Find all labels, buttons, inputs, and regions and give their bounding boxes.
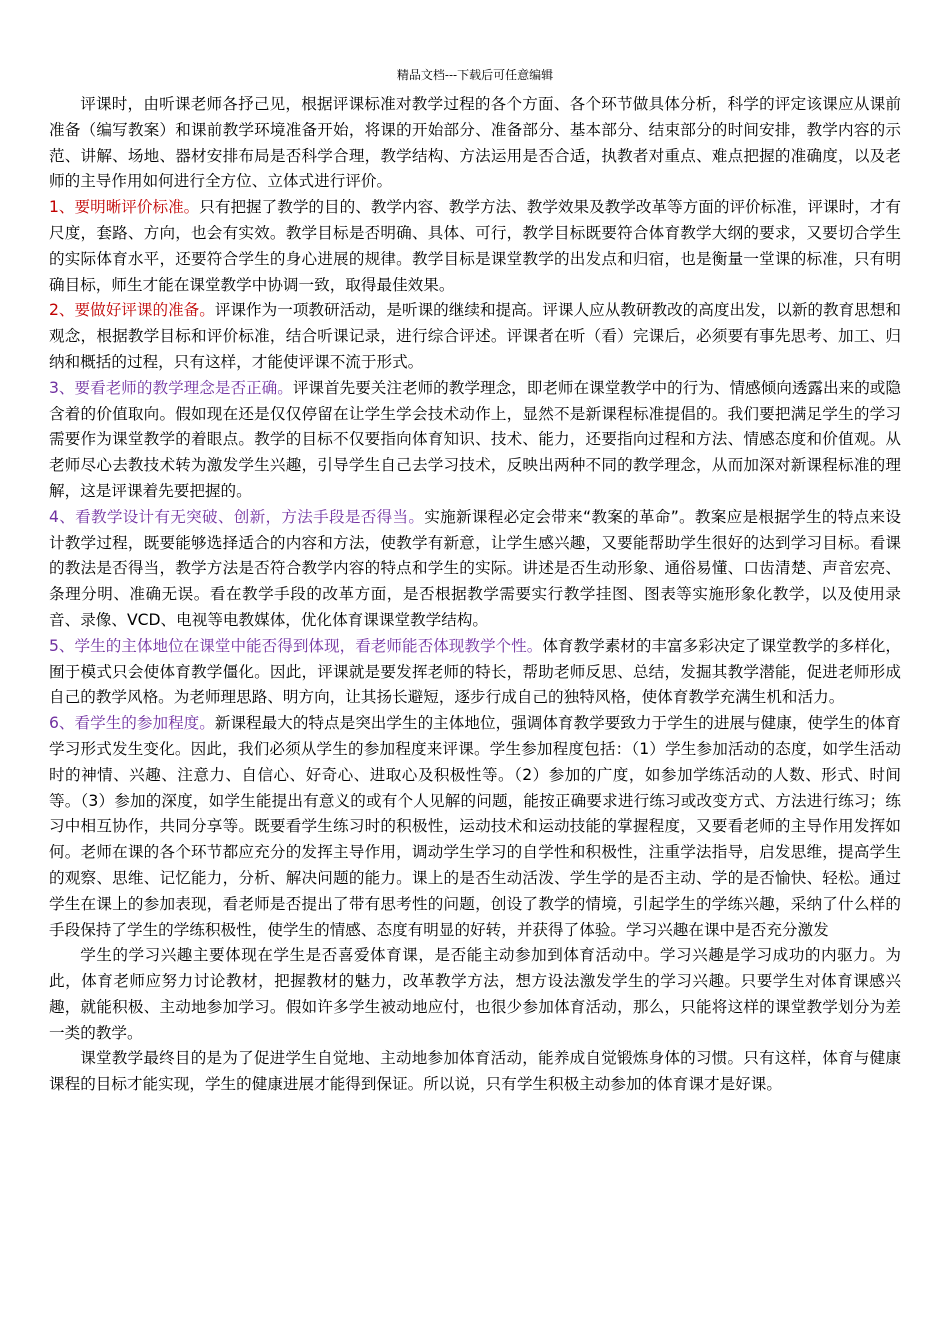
section-3-heading: 3、要看老师的教学理念是否正确。	[49, 378, 293, 397]
section-3-body: 评课首先要关注老师的教学理念，即老师在课堂教学中的行为、情感倾向透露出来的或隐含着的价值取向。假如现在还是仅仅停留在让学生学会技术动作上，显然不是新课程标准提倡的。我们要把满足学生的学习需要作为课堂教学的着眼点。教学的目标不仅要指向体育知识、技术、能力，还要指向过程和方法、情感态度和价值观。从老师尽心去教技术转为激发学生兴趣，引导学生自己去学习技术，反映出两种不同的教学理念，从而加深对新课程标准的理解，这是评课着先要把握的。	[49, 378, 901, 500]
interest-paragraph: 学生的学习兴趣主要体现在学生是否喜爱体育课，是否能主动参加到体育活动中。学习兴趣是学习成功的内驱力。为此，体育老师应努力讨论教材，把握教材的魅力，改革教学方法，想方设法激发学生的学习兴趣。只要学生对体育课感兴趣，就能积极、主动地参加学习。假如许多学生被动地应付，也很少参加体育活动，那么，只能将这样的课堂教学划分为差一类的教学。	[49, 946, 901, 1042]
section-6-paragraph	[49, 711, 901, 943]
section-2-body: 评课作为一项教研活动，是听课的继续和提高。评课人应从教研教改的高度出发，以新的教育思想和观念，根据教学目标和评价标准，结合听课记录，进行综合评述。评课者在听（看）完课后，必须要有事先思考、加工、归纳和概括的过程，只有这样，才能使评课不流于形式。	[49, 301, 901, 371]
section-4-paragraph	[49, 505, 901, 634]
section-5-paragraph	[49, 634, 901, 711]
section-5-heading: 5、学生的主体地位在课堂中能否得到体现，看老师能否体现教学个性。	[49, 636, 543, 655]
section-6-heading: 6、看学生的参加程度。	[49, 714, 215, 733]
final-paragraph: 课堂教学最终目的是为了促进学生自觉地、主动地参加体育活动，能养成自觉锻炼身体的习惯。只有这样，体育与健康课程的目标才能实现，学生的健康进展才能得到保证。所以说，只有学生积极主动参加的体育课才是好课。	[49, 1049, 901, 1094]
section-4-heading: 4、看教学设计有无突破、创新，方法手段是否得当。	[49, 507, 425, 526]
intro-paragraph: 评课时，由听课老师各抒己见，根据评课标准对教学过程的各个方面、各个环节做具体分析，科学的评定该课应从课前准备（编写教案）和课前教学环境准备开始，将课的开始部分、准备部分、基本部分、结束部分的时间安排，教学内容的示范、讲解、场地、器材安排布局是否科学合理，教学结构、方法运用是否合适，执教者对重点、难点把握的准确度，以及老师的主导作用如何进行全方位、立体式进行评价。	[49, 95, 901, 191]
section-2-heading: 2、要做好评课的准备。	[49, 301, 215, 320]
document-body	[49, 92, 901, 1098]
section-1-body: 只有把握了教学的目的、教学内容、教学方法、教学效果及教学改革等方面的评价标准，评课时，才有尺度，套路、方向，也会有实效。教学目标是否明确、具体、可行，教学目标既要符合体育教学大纲的要求，又要切合学生的实际体育水平，还要符合学生的身心进展的规律。教学目标是课堂教学的出发点和归宿，也是衡量一堂课的标准，只有明确目标，师生才能在课堂教学中协调一致，取得最佳效果。	[49, 198, 901, 294]
page-header: 精品文档---下载后可任意编辑	[396, 68, 554, 82]
section-2-paragraph	[49, 298, 901, 375]
section-1-paragraph	[49, 195, 901, 298]
section-6-body: 新课程最大的特点是突出学生的主体地位，强调体育教学要致力于学生的进展与健康，使学生的体育学习形式发生变化。因此，我们必须从学生的参加程度来评课。学生参加程度包括：（1）学生参加活动的态度，如学生活动时的神情、兴趣、注意力、自信心、好奇心、进取心及积极性等。（2）参加的广度，如参加学练活动的人数、形式、时间等。（3）参加的深度，如学生能提出有意义的或有个人见解的问题，能按正确要求进行练习或改变方式、方法进行练习；练习中相互协作，共同分享等。既要看学生练习时的积极性，运动技术和运动技能的掌握程度，又要看老师的主导作用发挥如何。老师在课的各个环节都应充分的发挥主导作用，调动学生学习的自学性和积极性，注重学法指导，启发思维，提高学生的观察、思维、记忆能力，分析、解决问题的能力。课上的是否生动活泼、学生学的是否主动、学的是否愉快、轻松。通过学生在课上的参加表现，看老师是否提出了带有思考性的问题，创设了教学的情境，引起学生的学练兴趣，采纳了什么样的手段保持了学生的学练积极性，使学生的情感、态度有明显的好转，并获得了体验。学习兴趣在课中是否充分激发	[49, 714, 901, 939]
section-5-body: 体育教学素材的丰富多彩决定了课堂教学的多样化，囿于模式只会使体育教学僵化。因此，评课就是要发挥老师的特长，帮助老师反思、总结，发掘其教学潜能，促进老师形成自己的教学风格。为老师理思路、明方向，让其扬长避短，逐步行成自己的独特风格，使体育教学充满生机和活力。	[49, 636, 901, 707]
section-1-heading: 1、要明晰评价标准。	[49, 198, 200, 217]
section-3-paragraph	[49, 376, 901, 505]
section-4-body: 实施新课程必定会带来“教案的革命”。教案应是根据学生的特点来设计教学过程，既要能够选择适合的内容和方法，使教学有新意，让学生感兴趣，又要能帮助学生很好的达到学习目标。看课的教法是否得当，教学方法是否符合教学内容的特点和学生的实际。讲述是否生动形象、通俗易懂、口齿清楚、声音宏亮、条理分明、准确无误。看在教学手段的改革方面，是否根据教学需要实行教学挂图、图表等实施形象化教学，以及使用录音、录像、VCD、电视等电教媒体，优化体育课课堂教学结构。	[49, 507, 901, 629]
